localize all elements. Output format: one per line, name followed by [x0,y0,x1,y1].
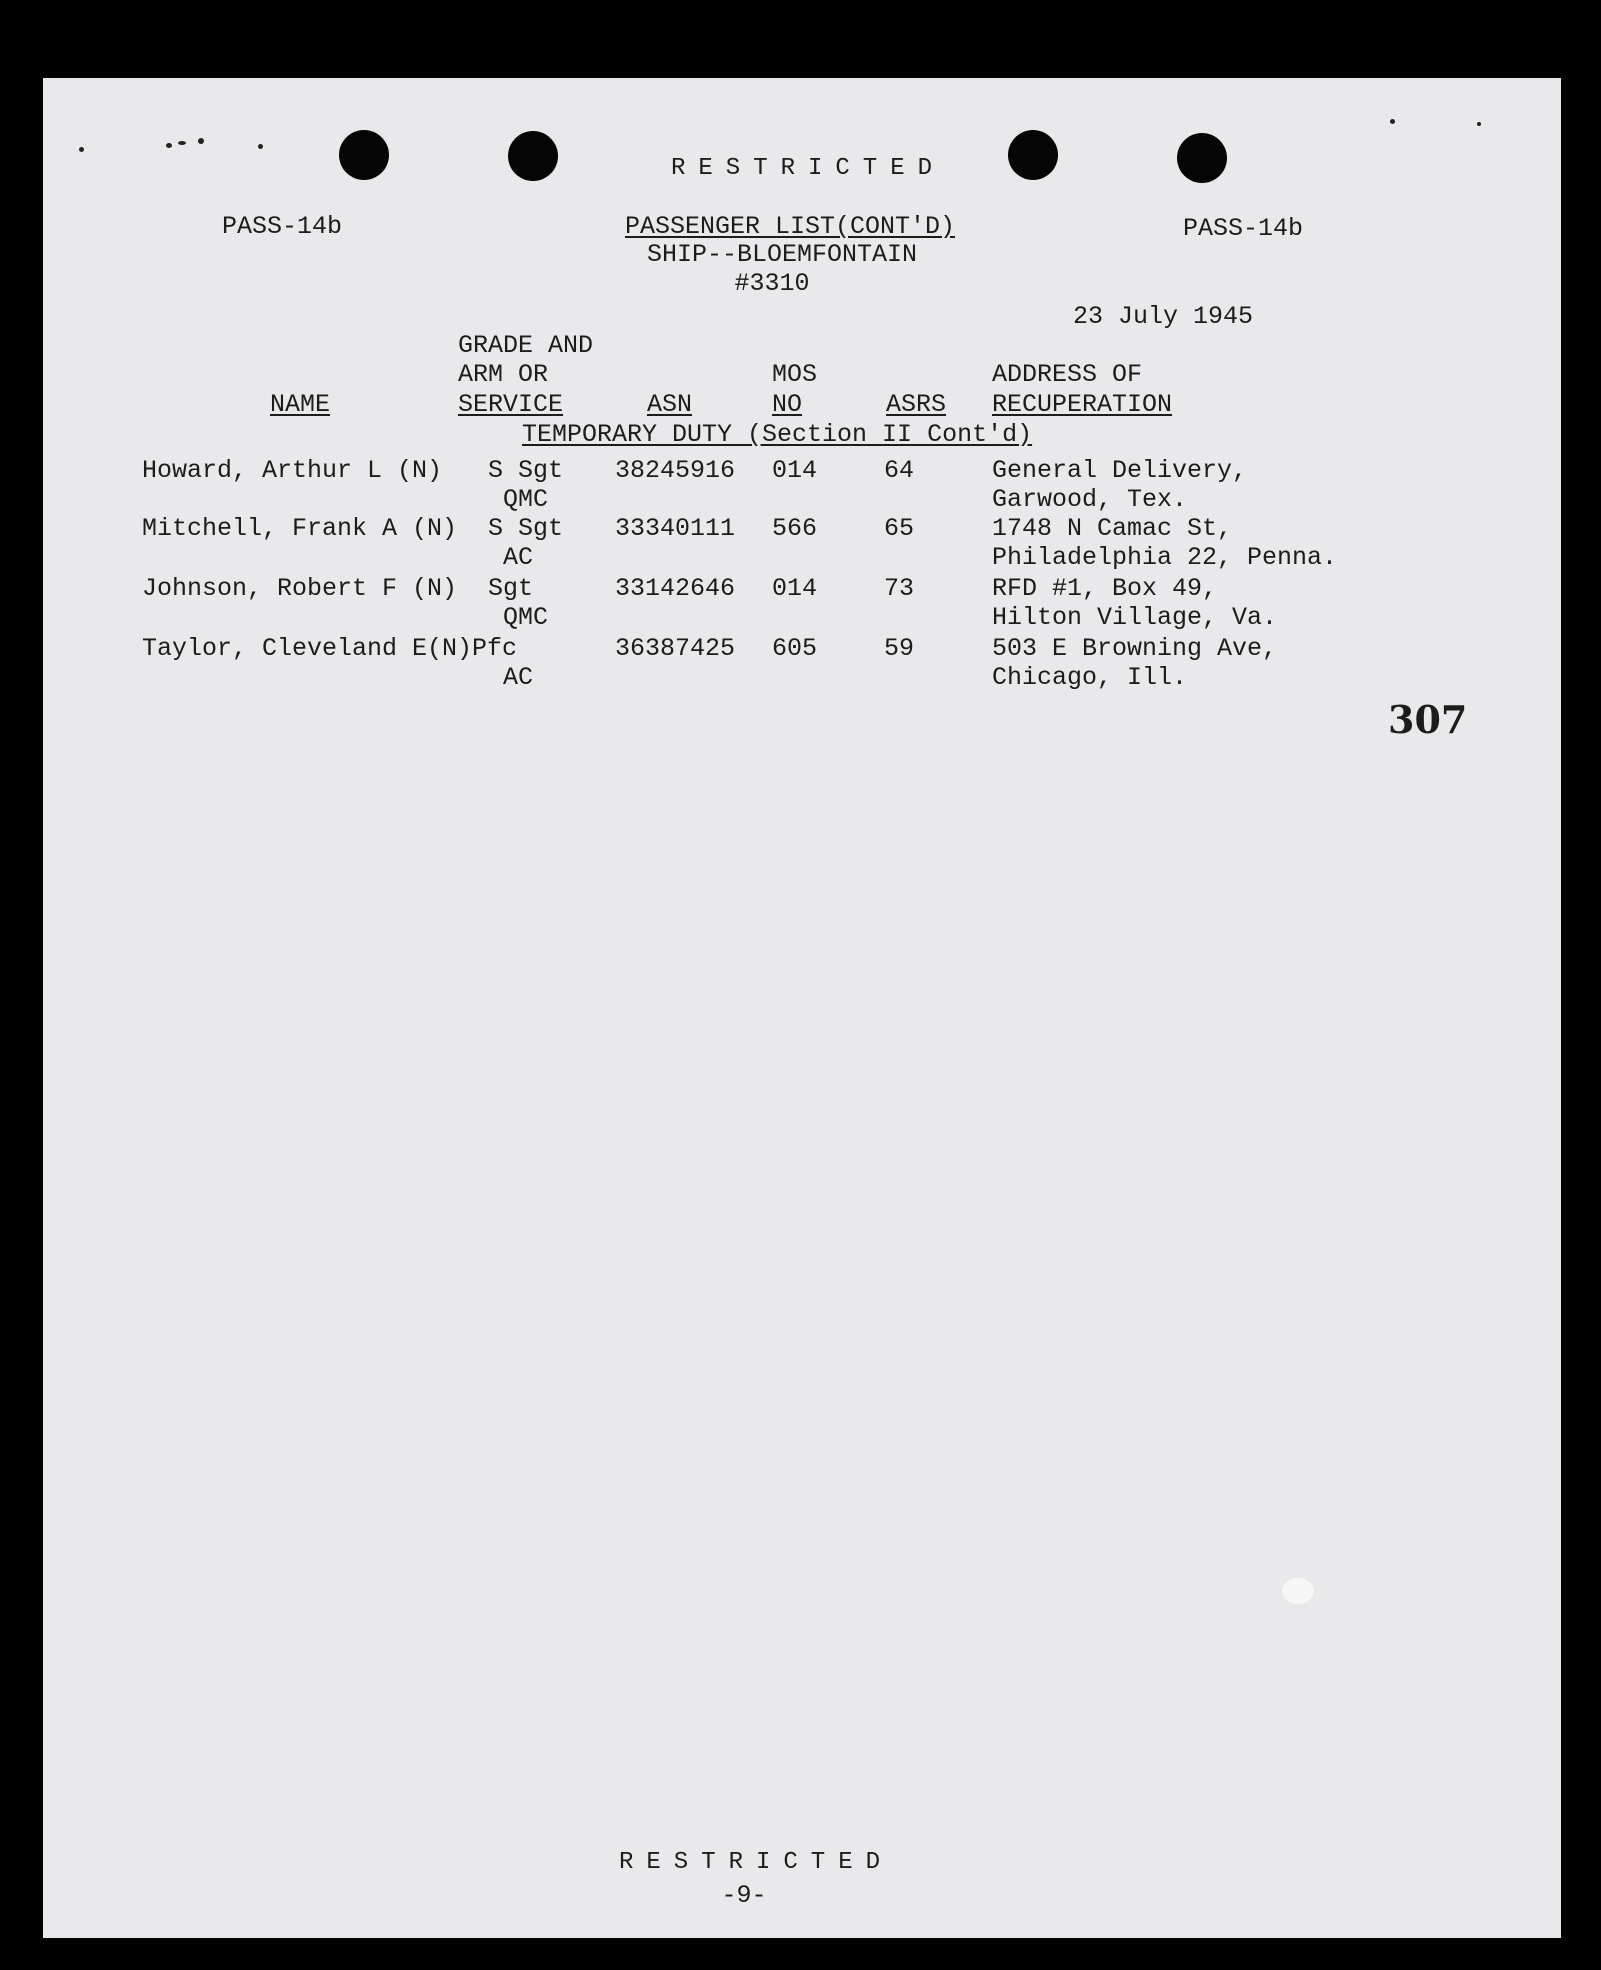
col-grade-line3: SERVICE [458,390,564,419]
row-address-line2: Chicago, Ill. [992,663,1188,692]
row-address-line1: RFD #1, Box 49, [992,574,1218,603]
row-address-line1: 503 E Browning Ave, [992,634,1278,663]
row-asn: 33142646 [615,574,736,603]
row-name: Mitchell, Frank A (N) [142,514,458,543]
document-title: PASSENGER LIST(CONT'D) [624,212,956,241]
row-mos: 566 [772,514,818,543]
col-grade-line2: ARM OR [458,360,549,389]
row-address-line1: General Delivery, [992,456,1248,485]
col-asrs: ASRS [886,390,947,419]
page-stamp-number: 307 [1388,697,1468,742]
row-arm: QMC [503,485,549,514]
page-number: -9- [721,1881,767,1910]
ink-speck [1477,122,1481,126]
ink-speck [166,143,172,148]
row-asrs: 64 [884,456,915,485]
punch-hole [1177,133,1227,183]
row-mos: 014 [772,456,818,485]
form-code-right: PASS-14b [1183,214,1304,243]
punch-hole [1008,130,1058,180]
row-address-line2: Hilton Village, Va. [992,603,1278,632]
ink-speck [79,147,84,152]
restricted-header: RESTRICTED [670,155,946,182]
row-arm: QMC [503,603,549,632]
row-asrs: 73 [884,574,915,603]
row-asn: 36387425 [615,634,736,663]
section-heading: TEMPORARY DUTY (Section II Cont'd) [522,420,1033,449]
col-address-line1: ADDRESS OF [992,360,1143,389]
paper-blemish [1282,1578,1314,1604]
form-code-left: PASS-14b [222,212,343,241]
row-mos: 014 [772,574,818,603]
row-mos: 605 [772,634,818,663]
row-grade: Sgt [488,574,534,603]
ink-speck [178,141,186,145]
restricted-footer: RESTRICTED [618,1849,894,1876]
row-address-line2: Philadelphia 22, Penna. [992,543,1338,572]
punch-hole [508,131,558,181]
document-page [43,78,1561,1938]
row-asn: 38245916 [615,456,736,485]
ship-number: #3310 [734,269,810,298]
row-grade: S Sgt [488,456,564,485]
row-asrs: 59 [884,634,915,663]
row-name: Howard, Arthur L (N) [142,456,443,485]
col-name: NAME [270,390,331,419]
punch-hole [339,130,389,180]
row-asn: 33340111 [615,514,736,543]
ink-speck [1390,119,1395,124]
col-address-line2: RECUPERATION [992,390,1173,419]
row-arm: AC [503,543,534,572]
row-address-line2: Garwood, Tex. [992,485,1188,514]
col-asn: ASN [647,390,693,419]
row-address-line1: 1748 N Camac St, [992,514,1233,543]
ink-speck [258,144,263,149]
col-mos-line1: MOS [772,360,818,389]
document-date: 23 July 1945 [1073,302,1254,331]
row-grade: S Sgt [488,514,564,543]
col-mos-line2: NO [772,390,803,419]
ink-speck [198,138,204,144]
row-arm: AC [503,663,534,692]
row-name: Taylor, Cleveland E(N)Pfc [142,634,518,663]
ship-name: SHIP--BLOEMFONTAIN [646,240,918,269]
row-name: Johnson, Robert F (N) [142,574,458,603]
row-asrs: 65 [884,514,915,543]
col-grade-line1: GRADE AND [458,331,594,360]
